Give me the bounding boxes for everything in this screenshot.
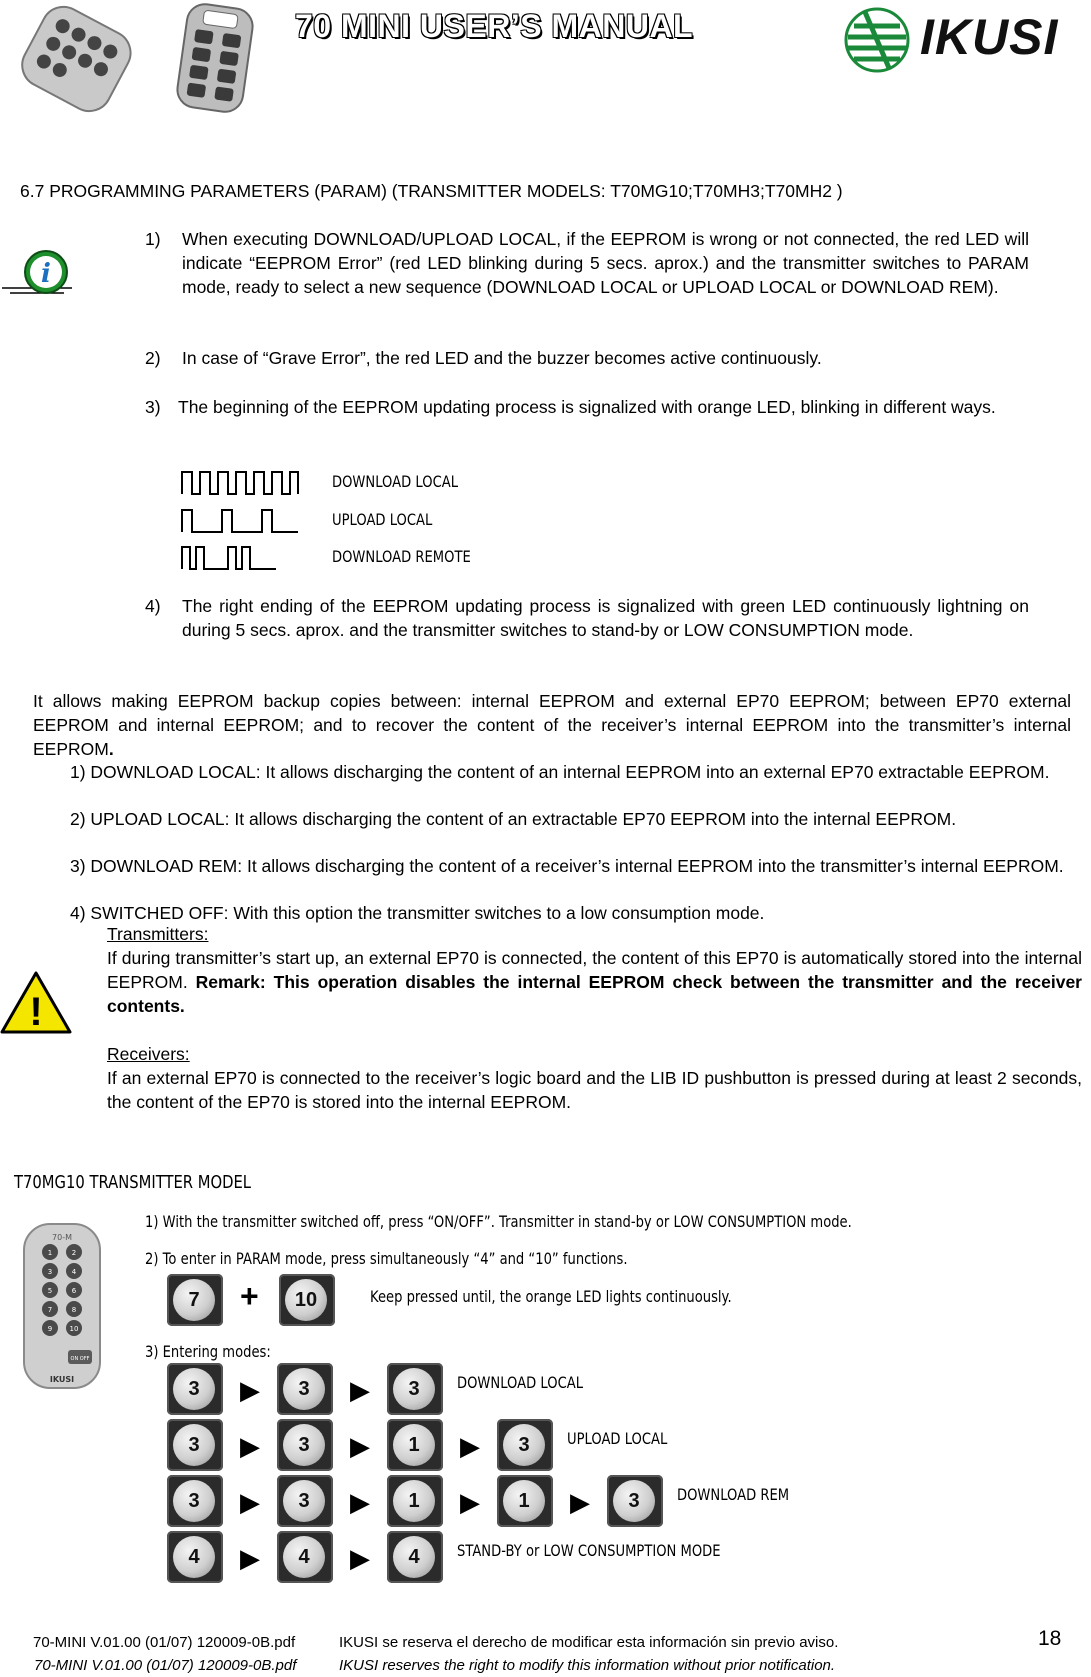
arrow-right-icon: ▶ <box>570 1487 590 1517</box>
sequence-key-3-button[interactable] <box>387 1363 443 1415</box>
arrow-right-icon: ▶ <box>350 1431 370 1461</box>
sequence-key-label: 3 <box>393 1368 435 1410</box>
sequence-key-label: 3 <box>613 1480 655 1522</box>
sequence-key-label: 3 <box>283 1480 325 1522</box>
transmitters-label-text: Transmitters: <box>107 924 209 944</box>
arrow-right-icon: ▶ <box>240 1487 260 1517</box>
page-number: 18 <box>1038 1627 1062 1650</box>
sequence-key-3-button[interactable] <box>277 1475 333 1527</box>
sequence-key-label: 1 <box>393 1480 435 1522</box>
step-3: 3) Entering modes: <box>145 1342 271 1361</box>
intro-paragraph <box>33 689 1071 761</box>
arrow-right-icon: ▶ <box>350 1543 370 1573</box>
key-7-label: 7 <box>173 1279 215 1321</box>
sequence-key-label: 4 <box>393 1536 435 1578</box>
sequence-key-label: 4 <box>283 1536 325 1578</box>
footer-doc-ref-italic: 70-MINI V.01.00 (01/07) 120009-0B.pdf <box>34 1657 297 1674</box>
transmitters-text-plain: If during transmitter’s start up, an external EP70 is connected, the content of this EP70 is automatically stored into the internal EEPROM. <box>107 948 1082 992</box>
sequence-mode-label: STAND-BY or LOW CONSUMPTION MODE <box>457 1541 721 1560</box>
sequence-key-3-button[interactable] <box>277 1363 333 1415</box>
blink-label-download-remote: DOWNLOAD REMOTE <box>332 547 471 566</box>
blink-pattern-download-local-icon <box>180 468 300 496</box>
arrow-right-icon: ▶ <box>240 1543 260 1573</box>
remote-brand-label: IKUSI <box>49 1375 75 1384</box>
sequence-key-1-button[interactable] <box>497 1475 553 1527</box>
remote-key-label: 10 <box>69 1325 79 1333</box>
remote-image-right <box>170 2 260 114</box>
receivers-text: If an external EP70 is connected to the receiver’s logic board and the LIB ID pushbutton is pressed during at least 2 seconds, the content of the EP70 is stored into the internal EEPROM. <box>107 1068 1082 1112</box>
note-4-text: The right ending of the EEPROM updating process is signalized with green LED continuously lightning on during 5 secs. aprox. and the transmitter switches to stand-by or LOW CONSUMPTION mode. <box>182 596 1029 640</box>
sequence-key-4-button[interactable] <box>387 1531 443 1583</box>
transmitters-remark: Remark: This operation disables the internal EEPROM check between the transmitter and the receiver contents. <box>107 972 1082 1016</box>
sequence-key-label: 4 <box>173 1536 215 1578</box>
remote-key-label: 9 <box>47 1325 53 1333</box>
remote-key-label: 6 <box>71 1287 77 1295</box>
section-heading: 6.7 PROGRAMMING PARAMETERS (PARAM) (TRANSMITTER MODELS: T70MG10;T70MH3;T70MH2 ) <box>20 181 843 201</box>
key-10-button[interactable] <box>279 1274 335 1326</box>
option-2: 2) UPLOAD LOCAL: It allows discharging the content of an extractable EP70 EEPROM into the internal EEPROM. <box>70 809 957 829</box>
key-7-button[interactable] <box>167 1274 223 1326</box>
intro-period: . <box>108 739 114 759</box>
manual-title: 70 MINI USER’S MANUAL <box>295 8 694 44</box>
footer-notice-en: IKUSI reserves the right to modify this information without prior notification. <box>339 1657 836 1674</box>
option-3: 3) DOWNLOAD REM: It allows discharging the content of a receiver’s internal EEPROM into the transmitter’s internal EEPROM. <box>70 856 1064 876</box>
note-3-text: The beginning of the EEPROM updating process is signalized with orange LED, blinking in different ways. <box>178 397 996 417</box>
remote-key-label: 2 <box>71 1249 77 1257</box>
t70mg10-remote-image <box>22 1222 102 1390</box>
model-title: T70MG10 TRANSMITTER MODEL <box>14 1172 252 1193</box>
footer-doc-ref: 70-MINI V.01.00 (01/07) 120009-0B.pdf <box>33 1634 296 1651</box>
remote-image-left <box>8 5 138 115</box>
hold-note: Keep pressed until, the orange LED lights continuously. <box>370 1287 732 1306</box>
blink-pattern-download-remote-icon <box>180 543 300 571</box>
note-2-number: 2) <box>145 348 161 368</box>
sequence-key-3-button[interactable] <box>167 1419 223 1471</box>
intro-text: It allows making EEPROM backup copies between: internal EEPROM and external EP70 EEPROM; between EP70 external EEPROM and internal EEPROM; and to recover the content of the receiver’s internal EEPROM into the transmitter’s internal EEPROM <box>33 691 1071 759</box>
remote-onoff-label: ON OFF <box>70 1356 90 1362</box>
transmitters-label <box>107 922 208 946</box>
ikusi-logo-icon <box>840 6 915 74</box>
sequence-key-label: 1 <box>503 1480 545 1522</box>
note-1-number: 1) <box>145 229 161 249</box>
sequence-key-3-button[interactable] <box>167 1363 223 1415</box>
note-2-text: In case of “Grave Error”, the red LED and the buzzer becomes active continuously. <box>182 348 822 368</box>
sequence-key-label: 3 <box>503 1424 545 1466</box>
sequence-key-1-button[interactable] <box>387 1475 443 1527</box>
svg-text:!: ! <box>29 990 43 1034</box>
info-icon <box>0 244 75 304</box>
warning-icon <box>0 970 72 1036</box>
arrow-right-icon: ▶ <box>460 1487 480 1517</box>
sequence-key-label: 3 <box>173 1424 215 1466</box>
sequence-key-label: 1 <box>393 1424 435 1466</box>
ikusi-logo-text: IKUSI <box>920 9 1059 65</box>
sequence-key-3-button[interactable] <box>607 1475 663 1527</box>
sequence-key-3-button[interactable] <box>167 1475 223 1527</box>
sequence-key-1-button[interactable] <box>387 1419 443 1471</box>
note-1-text: When executing DOWNLOAD/UPLOAD LOCAL, if the EEPROM is wrong or not connected, the red LED will indicate “EEPROM Error” (red LED blinking during 5 secs. aprox.) and the transmitter switches to PARAM mode, ready to select a new sequence (DOWNLOAD LOCAL or UPLOAD LOCAL or DOWNLOAD REM). <box>182 229 1029 297</box>
note-3-number: 3) <box>145 397 161 417</box>
arrow-right-icon: ▶ <box>350 1487 370 1517</box>
remote-key-label: 1 <box>47 1249 53 1257</box>
svg-text:i: i <box>41 259 51 289</box>
key-10-label: 10 <box>285 1279 327 1321</box>
plus-sign: + <box>240 1278 259 1314</box>
sequence-mode-label: DOWNLOAD LOCAL <box>457 1373 584 1392</box>
transmitters-text <box>107 946 1082 1018</box>
sequence-mode-label: UPLOAD LOCAL <box>567 1429 668 1448</box>
receivers-label-text: Receivers: <box>107 1044 190 1064</box>
remote-model-label: 70-M <box>52 1233 72 1242</box>
remote-key-label: 4 <box>71 1268 77 1276</box>
remote-key-label: 7 <box>47 1306 53 1314</box>
remote-key-label: 8 <box>71 1306 77 1314</box>
sequence-key-4-button[interactable] <box>167 1531 223 1583</box>
arrow-right-icon: ▶ <box>460 1431 480 1461</box>
arrow-right-icon: ▶ <box>240 1431 260 1461</box>
step-1: 1) With the transmitter switched off, press “ON/OFF”. Transmitter in stand-by or LOW CONSUMPTION mode. <box>145 1212 852 1231</box>
sequence-key-label: 3 <box>173 1480 215 1522</box>
blink-label-upload-local: UPLOAD LOCAL <box>332 510 433 529</box>
sequence-key-label: 3 <box>283 1368 325 1410</box>
blink-pattern-upload-local-icon <box>180 506 300 534</box>
sequence-key-4-button[interactable] <box>277 1531 333 1583</box>
receivers-label <box>107 1042 190 1066</box>
arrow-right-icon: ▶ <box>350 1375 370 1405</box>
sequence-mode-label: DOWNLOAD REM <box>677 1485 790 1504</box>
sequence-key-label: 3 <box>173 1368 215 1410</box>
blink-label-download-local: DOWNLOAD LOCAL <box>332 472 459 491</box>
step-2: 2) To enter in PARAM mode, press simultaneously “4” and “10” functions. <box>145 1249 628 1268</box>
remote-key-label: 3 <box>47 1268 53 1276</box>
remote-key-label: 5 <box>47 1287 53 1295</box>
option-1: 1) DOWNLOAD LOCAL: It allows discharging the content of an internal EEPROM into an external EP70 extractable EEPROM. <box>70 762 1050 782</box>
note-4-number: 4) <box>145 596 161 616</box>
sequence-key-3-button[interactable] <box>277 1419 333 1471</box>
option-4: 4) SWITCHED OFF: With this option the transmitter switches to a low consumption mode. <box>70 903 765 923</box>
sequence-key-label: 3 <box>283 1424 325 1466</box>
sequence-key-3-button[interactable] <box>497 1419 553 1471</box>
arrow-right-icon: ▶ <box>240 1375 260 1405</box>
footer-notice-es: IKUSI se reserva el derecho de modificar esta información sin previo aviso. <box>339 1634 839 1651</box>
